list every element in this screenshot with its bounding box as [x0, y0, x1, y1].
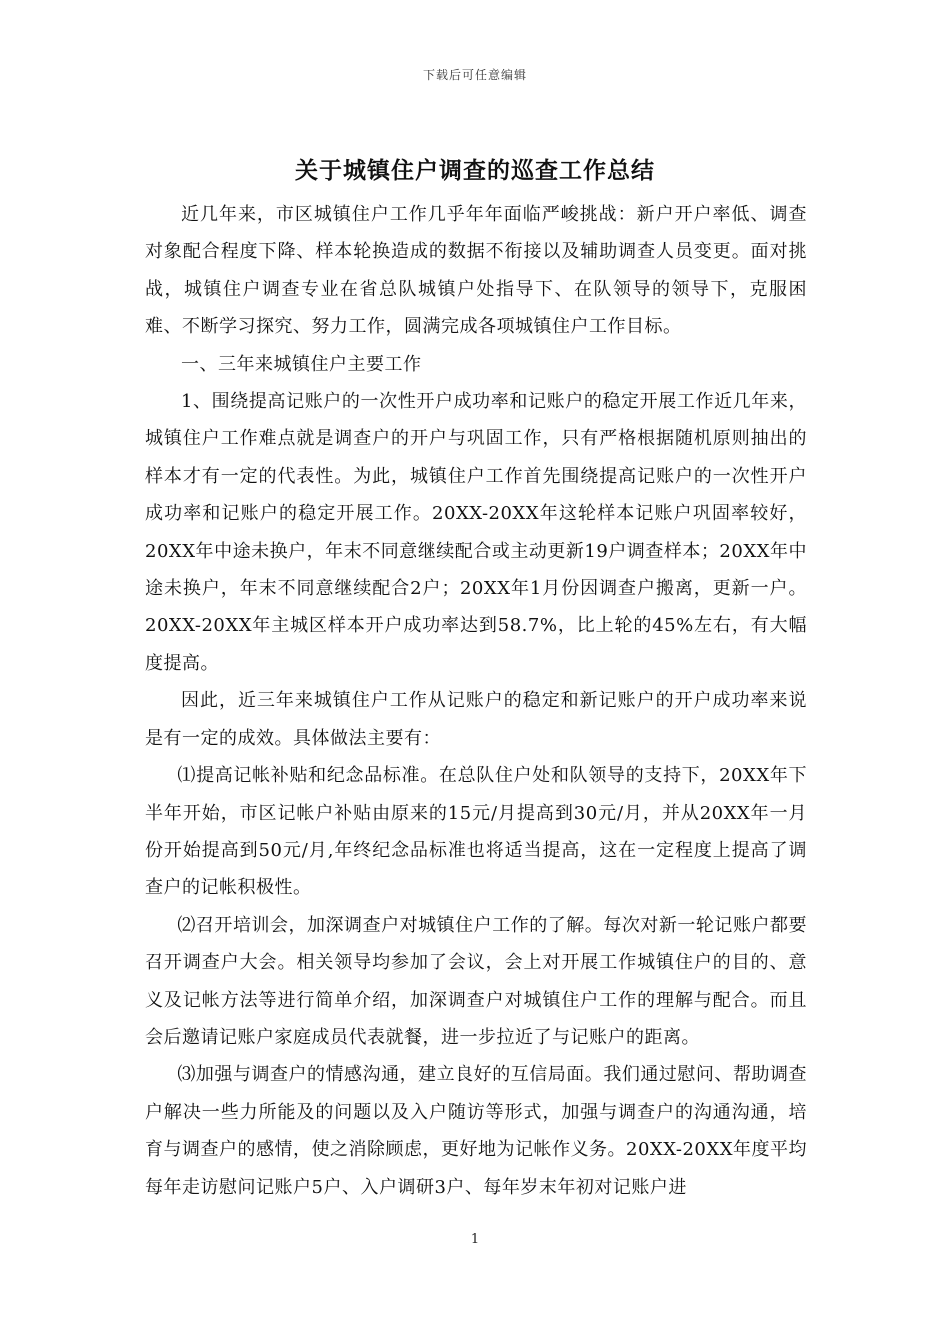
paragraph-intro: 近几年来，市区城镇住户工作几乎年年面临严峻挑战：新户开户率低、调查对象配合程度下降、样本轮换造成的数据不衔接以及辅助调查人员变更。面对挑战，城镇住户调查专业在省总队城镇户处指导下、在队领导的领导下，克服困难、不断学习探究、努力工作，圆满完成各项城镇住户工作目标。 [145, 204, 807, 338]
paragraph-point-1: ⑴提高记帐补贴和纪念品标准。在总队住户处和队领导的支持下，20XX年下半年开始，市区记帐户补贴由原来的15元/月提高到30元/月，并从20XX年一月份开始提高到50元/月,年终纪念品标准也将适当提高，这在一定程度上提高了调查户的记帐积极性。 [145, 765, 807, 899]
header-note: 下载后可任意编辑 [422, 68, 527, 82]
paragraph-point-3: ⑶加强与调查户的情感沟通，建立良好的互信局面。我们通过慰问、帮助调查户解决一些力所能及的问题以及入户随访等形式，加强与调查户的沟通沟通，培育与调查户的感情，使之消除顾虑，更好地为记帐作义务。20XX-20XX年度平均每年走访慰问记账户5户、入户调研3户、每年岁末年初对记账户进 [145, 1064, 808, 1198]
paragraph-item-1: 1、围绕提高记账户的一次性开户成功率和记账户的稳定开展工作近几年来，城镇住户工作难点就是调查户的开户与巩固工作，只有严格根据随机原则抽出的样本才有一定的代表性。为此，城镇住户工作首先围绕提高记账户的一次性开户成功率和记账户的稳定开展工作。20XX-20XX年这轮样本记账户巩固率较好，20XX年中途未换户，年末不同意继续配合或主动更新19户调查样本；20XX年中途未换户，年末不同意继续配合2户；20XX年1月份因调查户搬离，更新一户。20XX-20XX年主城区样本开户成功率达到58.7%，比上轮的45%左右，有大幅度提高。 [145, 391, 807, 674]
page-number: 1 [470, 1232, 480, 1247]
section-heading-main-work: 一、三年来城镇住户主要工作 [181, 353, 422, 375]
paragraph-summary: 因此，近三年来城镇住户工作从记账户的稳定和新记账户的开户成功率来说是有一定的成效。具体做法主要有： [145, 690, 807, 749]
paragraph-point-2: ⑵召开培训会，加深调查户对城镇住户工作的了解。每次对新一轮记账户都要召开调查户大会。相关领导均参加了会议，会上对开展工作城镇住户的目的、意义及记帐方法等进行简单介绍，加深调查户对城镇住户工作的理解与配合。而且会后邀请记账户家庭成员代表就餐，进一步拉近了与记账户的距离。 [145, 914, 807, 1048]
document-body [145, 196, 807, 1206]
document-title: 关于城镇住户调查的巡查工作总结 [295, 157, 655, 184]
